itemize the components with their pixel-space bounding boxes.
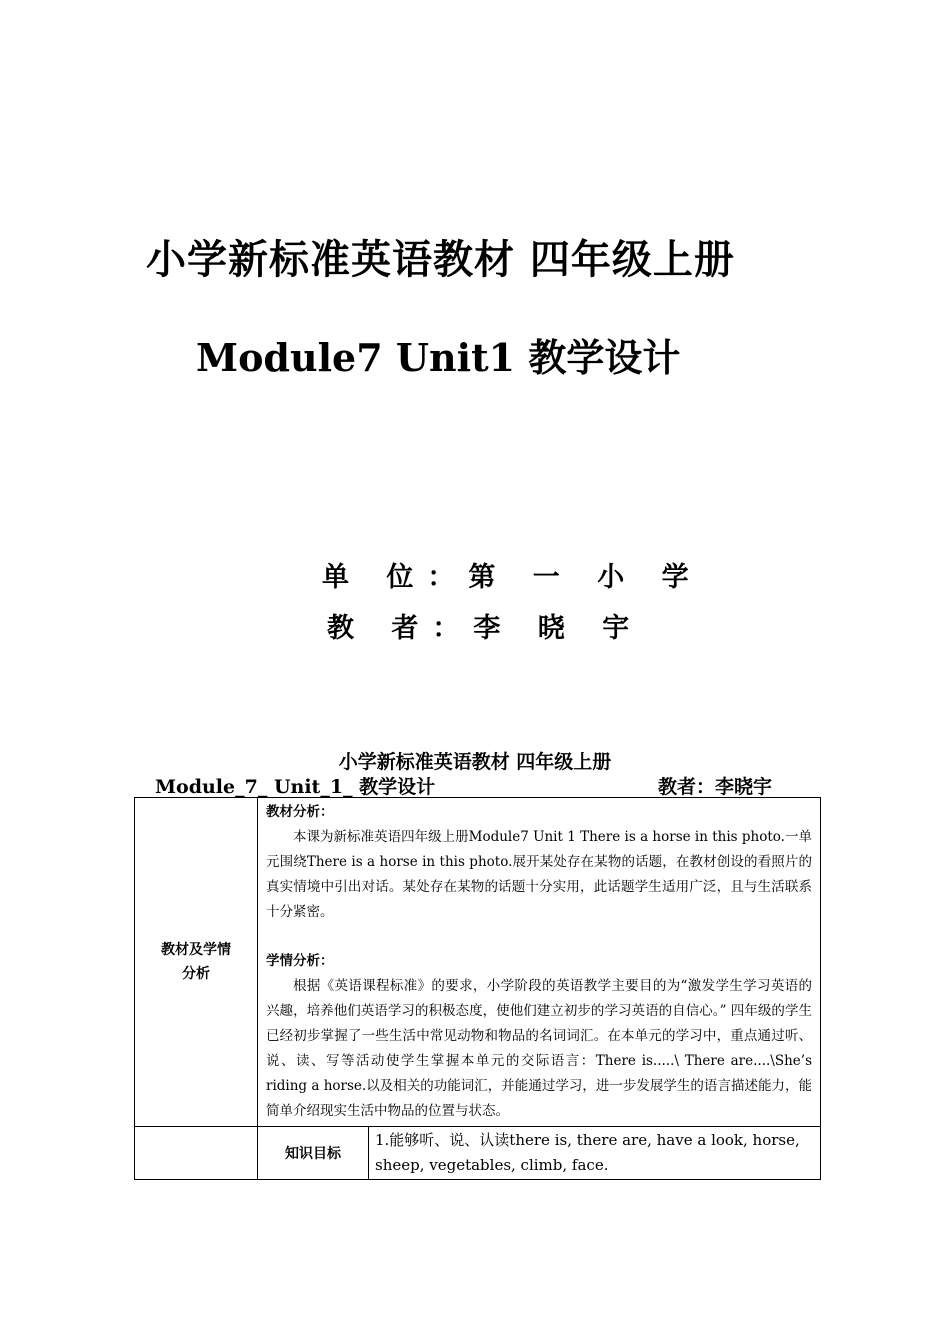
page-title: 小学新标准英语教材 四年级上册 (338, 751, 612, 773)
student-analysis-heading: 学情分析： (266, 953, 334, 969)
cover-unit: 单 位：第 一 小 学 (322, 562, 703, 593)
page-author: 教者：李晓宇 (658, 776, 773, 798)
cover-teacher: 教 者：李 晓 宇 (327, 613, 644, 644)
knowledge-goal-row (135, 1127, 821, 1180)
page-subtitle: Module_7_ Unit_1_ 教学设计 (155, 776, 436, 798)
goal-category-cell (135, 1127, 258, 1180)
knowledge-goal-label: 知识目标 (258, 1127, 369, 1180)
student-analysis-text: 根据《英语课程标准》的要求，小学阶段的英语教学主要目的为“激发学生学习英语的兴趣，培养他们英语学习的积极态度，使他们建立初步的学习英语的自信心。” 四年级的学生已经初步掌握了一些生活中常见动物和物品的名词词汇。在本单元的学习中，重点通过听、说、读、写等活动使学生掌握本单元的交际语言：There is.....\ There are....\She’s riding a horse.以及相关的功能词汇，并能通过学习，进一步发展学生的语言描述能力，能简单介绍现实生活中物品的位置与状态。 (266, 978, 812, 1119)
lesson-plan-table (134, 797, 821, 1180)
material-analysis-heading: 教材分析： (266, 804, 334, 820)
analysis-label-cell (135, 798, 258, 1127)
analysis-label-line1: 教材及学情 (161, 942, 231, 958)
analysis-row (135, 798, 821, 1127)
analysis-label-line2: 分析 (182, 966, 210, 982)
cover-title: 小学新标准英语教材 四年级上册 (146, 237, 735, 283)
knowledge-goal-text: 1.能够听、说、认读there is, there are, have a look, horse, sheep, vegetables, climb, face. (369, 1127, 821, 1180)
cover-subtitle: Module7 Unit1 教学设计 (196, 335, 681, 380)
analysis-content-cell (258, 798, 821, 1127)
material-analysis-text: 本课为新标准英语四年级上册Module7 Unit 1 There is a horse in this photo.一单元围绕There is a horse in this photo.展开某处存在某物的话题，在教材创设的看照片的真实情境中引出对话。某处存在某物的话题十分实用，此话题学生适用广泛，且与生活联系十分紧密。 (266, 829, 812, 920)
